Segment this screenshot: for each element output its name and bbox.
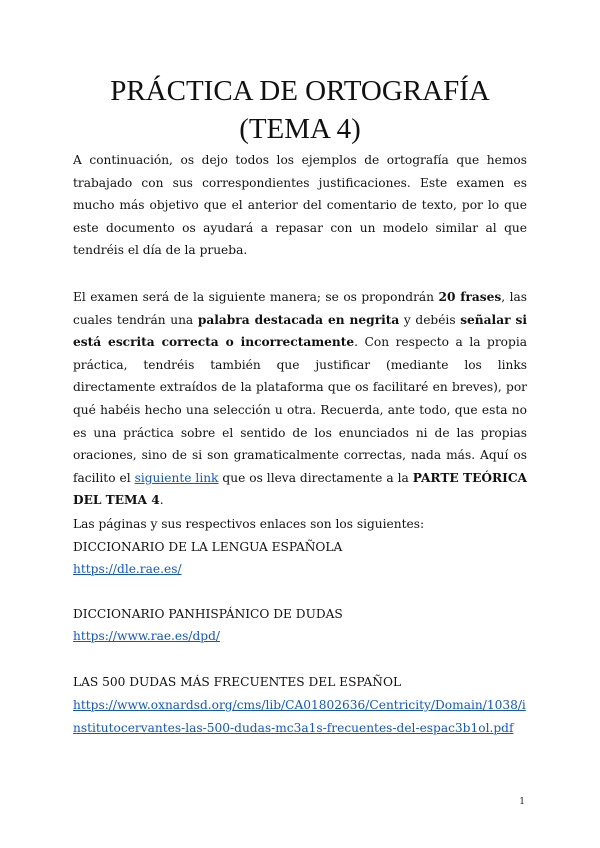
text-segment: que os lleva directamente a la — [218, 470, 413, 485]
bold-phrase-senalar: señalar si está escrita correcta o incorrectamente — [73, 312, 527, 350]
resource-link-dle[interactable]: https://dle.rae.es/ — [73, 562, 182, 576]
links-intro: Las páginas y sus respectivos enlaces son los siguientes: — [73, 517, 425, 531]
exam-description-paragraph — [73, 286, 527, 512]
text-segment: . Con respecto a la propia práctica, tendréis también que justificar (mediante los links directamente extraídos de la plataforma que os facilitaré en breves), por qué habéis hecho una selección u otra. Recuerda, ante todo, que esta no es una práctica sobre el sentido de los enunciados ni de las propias oraciones, sino de si son gramaticalmente correctas, nada más. Aquí os facilito el — [73, 335, 527, 485]
resource-name-dpd: DICCIONARIO PANHISPÁNICO DE DUDAS — [73, 607, 343, 621]
text-segment: , las cuales tendrán una — [73, 290, 527, 327]
resource-name-dle: DICCIONARIO DE LA LENGUA ESPAÑOLA — [73, 540, 343, 554]
text-segment: y debéis — [399, 312, 461, 327]
document-title: PRÁCTICA DE ORTOGRAFÍA — [110, 75, 490, 107]
resource-link-dpd[interactable]: https://www.rae.es/dpd/ — [73, 629, 221, 643]
intro-paragraph: A continuación, os dejo todos los ejemplos de ortografía que hemos trabajado con sus correspondientes justificaciones. Este examen es mucho más objetivo que el anterior del comentario de texto, por lo que este documento os ayudará a repasar con un modelo similar al que tendréis el día de la prueba. — [73, 153, 527, 258]
resource-name-500-dudas: LAS 500 DUDAS MÁS FRECUENTES DEL ESPAÑOL — [73, 675, 402, 689]
text-segment: . — [159, 493, 164, 508]
siguiente-link[interactable]: siguiente link — [134, 470, 219, 485]
bold-phrase-20-frases: 20 frases — [438, 290, 502, 304]
document-subtitle: (TEMA 4) — [239, 113, 361, 145]
resource-link-500-dudas-part1[interactable]: https://www.oxnardsd.org/cms/lib/CA01802636/Centricity/Domain/1038/i — [73, 698, 526, 712]
bold-phrase-palabra-destacada: palabra destacada en negrita — [197, 312, 400, 327]
bold-phrase-parte-teorica: PARTE TEÓRICA DEL TEMA 4 — [73, 470, 528, 508]
page-number: 1 — [519, 797, 525, 807]
text-segment: El examen será de la siguiente manera; se os propondrán — [73, 290, 439, 304]
resource-link-500-dudas-part2[interactable]: nstitutocervantes-las-500-dudas-mc3a1s-frecuentes-del-espac3b1ol.pdf — [73, 721, 514, 735]
